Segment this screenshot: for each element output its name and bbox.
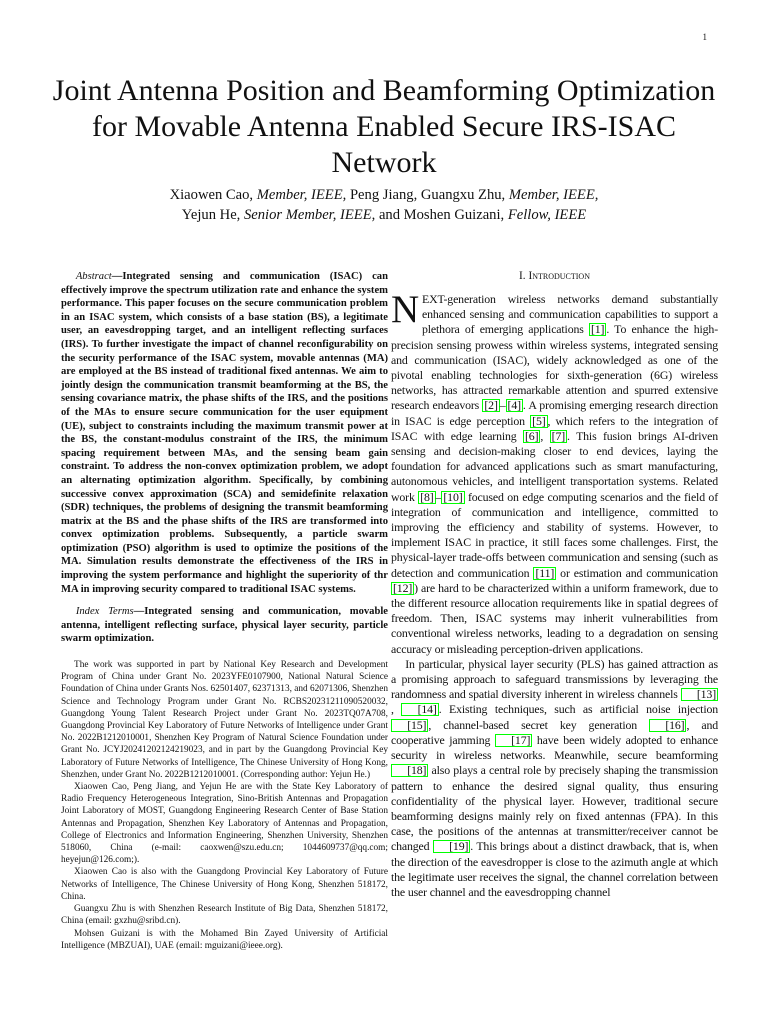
citation-link[interactable]: [17]: [495, 734, 532, 747]
index-terms-text: —Integrated sensing and communication, movable antenna, intelligent reflecting surface, physical layer security, particle swarm optimization.: [61, 606, 388, 645]
footnote-affiliation: Mohsen Guizani is with the Mohamed Bin Zayed University of Artificial Intelligence (MBZUAI), UAE (email: mguizani@ieee.org).: [61, 928, 388, 951]
paragraph-text: . Existing techniques, such as artificial noise injection: [438, 702, 719, 717]
intro-paragraph-2: [391, 657, 718, 900]
citation-link[interactable]: [7]: [551, 428, 566, 443]
left-column: [61, 270, 388, 952]
author-role: Senior Member, IEEE,: [243, 207, 379, 223]
paragraph-text: –: [435, 489, 442, 504]
paragraph-text: have been widely adopted to enhance security in wireless networks. Meanwhile, secure beamforming: [391, 732, 718, 763]
section-title: Introduction: [528, 270, 590, 282]
index-terms-label: Index Terms: [75, 606, 134, 618]
author-names: Peng Jiang, Guangxu Zhu,: [349, 187, 509, 203]
paragraph-text: , channel-based secret key generation: [428, 717, 650, 732]
paragraph-text: ,: [540, 428, 550, 443]
citation-link[interactable]: [1]: [590, 322, 605, 337]
paragraph-text: . To enhance the high-precision sensing prowess within wireless systems, integrated sensing and communication (ISAC), widely acknowledged as one of the pivotal enabling technologies for sixth-generation (6G) wireless networks, has attracted remarkable attention and spurred extensive research endeavors: [391, 322, 718, 413]
citation-link[interactable]: [10]: [443, 489, 463, 504]
author-role: Fellow, IEEE: [507, 207, 587, 223]
citation-link[interactable]: [6]: [525, 428, 539, 443]
paragraph-text: ) are hard to be characterized within a uniform framework, due to the different resource allocation requirements like in spatial degrees of freedom. Then, ISAC systems may inherit vulnerabilities from conventional wireless networks, leading to a degradation on sensing accuracy or misleading perception-driven applications.: [391, 580, 718, 656]
introduction-body: [391, 288, 719, 900]
citation-link[interactable]: [2]: [484, 398, 498, 413]
author-role: Member, IEEE,: [256, 187, 350, 203]
footnote-affiliation: Xiaowen Cao is also with the Guangdong Provincial Key Laboratory of Future Networks of Intelligence, The Chinese University of Hong Kong, Shenzhen 518172, China.: [61, 867, 388, 902]
paragraph-text: . This fusion brings AI-driven sensing and decision-making closer to end devices, laying the foundation for advanced applications such as smart manufacturing, autonomous vehicles, and intelligent transportation systems. Related work: [391, 428, 718, 504]
citation-link[interactable]: [11]: [535, 565, 555, 580]
citation-link[interactable]: [4]: [507, 398, 521, 413]
paragraph-text: In particular, physical layer security (PLS) has gained attraction as a promising approach to safeguard transmissions by leveraging the randomness and spatial diversity inherent in wireless channels: [391, 656, 718, 702]
citation-link[interactable]: [8]: [420, 489, 434, 504]
author-names: and Moshen Guizani,: [378, 207, 508, 223]
index-terms-paragraph: [61, 605, 388, 646]
paragraph-text: , which refers to the integration of ISAC with edge learning: [391, 413, 718, 443]
page-number: 1: [702, 32, 707, 42]
author-line-1: [40, 185, 728, 205]
author-names: Yejun He,: [181, 207, 244, 223]
author-line-2: [40, 205, 728, 225]
paragraph-text: , and cooperative jamming: [391, 717, 718, 747]
citation-link[interactable]: [5]: [532, 413, 546, 428]
drop-cap: N: [391, 288, 420, 331]
author-names: Xiaowen Cao,: [169, 187, 257, 203]
citation-link[interactable]: [12]: [393, 580, 413, 595]
citation-link[interactable]: [18]: [391, 764, 428, 777]
citation-link[interactable]: [19]: [433, 840, 470, 853]
paragraph-text: ,: [391, 702, 402, 717]
paper-title: Joint Antenna Position and Beamforming Optimization for Movable Antenna Enabled Secure IRS-ISAC Network: [52, 74, 716, 179]
footnote-funding: The work was supported in part by National Key Research and Development Program of China under Grant No. 2023YFE0107900, National Natural Science Foundation of China under Grants Nos. 62501407, 62371313, and 62071306, Shenzhen Science and Technology Program under Grant No. RCBS20231211090520032, Guangdong Young Talent Research Project under Grant No. 2023TQ07A708, Guangdong Provincial Key Laboratory of Future Networks of Intelligence under Grant No. 2022B1212010001, Shenzhen Key Program of Natural Science Foundation under Grant No. JCYJ20241202124219023, and in part by the Guangdong Provincial Key Laboratory of Future Networks of Intelligence, The Chinese University of Hong Kong, Shenzhen, under Grant No. 2022B1212010001. (Corresponding author: Yejun He.): [61, 660, 388, 780]
author-role: Member, IEEE,: [508, 187, 599, 203]
paragraph-text: . This brings about a distinct drawback, that is, when the direction of the eavesdropper is close to the azimuth angle at which the legitimate user receives the signal, the channel correlation between the user channel and the eavesdropping channel: [391, 839, 718, 899]
abstract-text: —Integrated sensing and communication (ISAC) can effectively improve the spectrum utilization rate and enhance the system performance. This paper focuses on the secure communication problem in an ISAC system, which consists of a base station (BS), a legitimate user, an eavesdropping target, and an intelligent reflecting surfaces (IRS). To further investigate the impact of channel reconfigurability on the security performance of the ISAC system, movable antennas (MA) are employed at the BS instead of traditional fixed antennas. We aim to jointly design the communication transmit beamforming at the BS, the sensing covariance matrix, the phase shifts of the IRS, and the positions of the MAs to ensure secure communication for the user equipment (UE), subject to constraints including the maximum transmit power at the BS, the constant-modulus constraint of the IRS, the minimum spacing requirement between MAs, and the sensing beam gain constraint. To address the non-convex optimization problem, we adopt an alternating optimization algorithm. Specifically, by combining successive convex approximation (SCA) and semidefinite relaxation (SDR) techniques, the problems of designing the transmit beamforming matrix at the BS and the phase shifts of the IRS are transformed into convex optimization problems. Subsequently, a particle swarm optimization (PSO) algorithm is used to optimize the positions of the MA. Simulation results demonstrate the effectiveness of the IRS in improving the system performance and highlight the superiority of thr MA in improving security compared to traditional ISAC systems.: [61, 271, 388, 595]
abstract-paragraph: [61, 270, 388, 596]
citation-link[interactable]: [16]: [649, 719, 686, 732]
abstract-label: Abstract: [75, 271, 112, 282]
footnote-affiliation: Xiaowen Cao, Peng Jiang, and Yejun He are with the State Key Laboratory of Radio Frequency Heterogeneous Integration, Sino-British Antennas and Propagation Joint Laboratory of MOST, Guangdong Engineering Research Center of Base Station Antennas and Propagation, Shenzhen Key Laboratory of Antennas and Propagation, College of Electronics and Information Engineering, Shenzhen University, Shenzhen 518060, China (e-mail: caoxwen@szu.edu.cn; 1044609737@qq.com; heyejun@126.com;).: [61, 782, 388, 866]
paragraph-text: –: [499, 398, 506, 413]
citation-link[interactable]: [13]: [681, 688, 718, 701]
paragraph-text: or estimation and communication: [556, 565, 718, 580]
abstract: [61, 270, 388, 646]
paragraph-text: also plays a central role by precisely shaping the transmission pattern to enhance the desired signal quality, thus ensuring confidentiality of the physical layer. However, traditional secure beamforming designs mainly rely on fixed antennas (FPA). In this case, the positions of the antennas at transmitter/receiver cannot be changed: [391, 763, 718, 854]
section-number: I.: [519, 270, 529, 282]
section-heading: [391, 270, 718, 282]
paragraph-text: EXT-generation wireless networks demand substantially enhanced sensing and communication capabilities to support a plethora of emerging applications: [422, 292, 718, 337]
paragraph-text: focused on edge computing scenarios and the field of integration of communication and intelligence, committed to improving the efficiency and stability of systems. However, to implement ISAC in practice, it still faces some challenges. First, the physical-layer trade-offs between communication and sensing (such as detection and communication: [391, 489, 718, 580]
citation-link[interactable]: [15]: [391, 719, 428, 732]
footnotes: [61, 659, 388, 952]
right-column: [391, 270, 718, 900]
footnote-affiliation: Guangxu Zhu is with Shenzhen Research Institute of Big Data, Shenzhen 518172, China (email: gxzhu@sribd.cn).: [61, 904, 388, 927]
intro-paragraph-1: [391, 288, 719, 657]
citation-link[interactable]: [14]: [401, 703, 438, 716]
paragraph-text: . A promising emerging research direction in ISAC is edge perception: [391, 398, 719, 428]
author-block: [40, 185, 728, 225]
